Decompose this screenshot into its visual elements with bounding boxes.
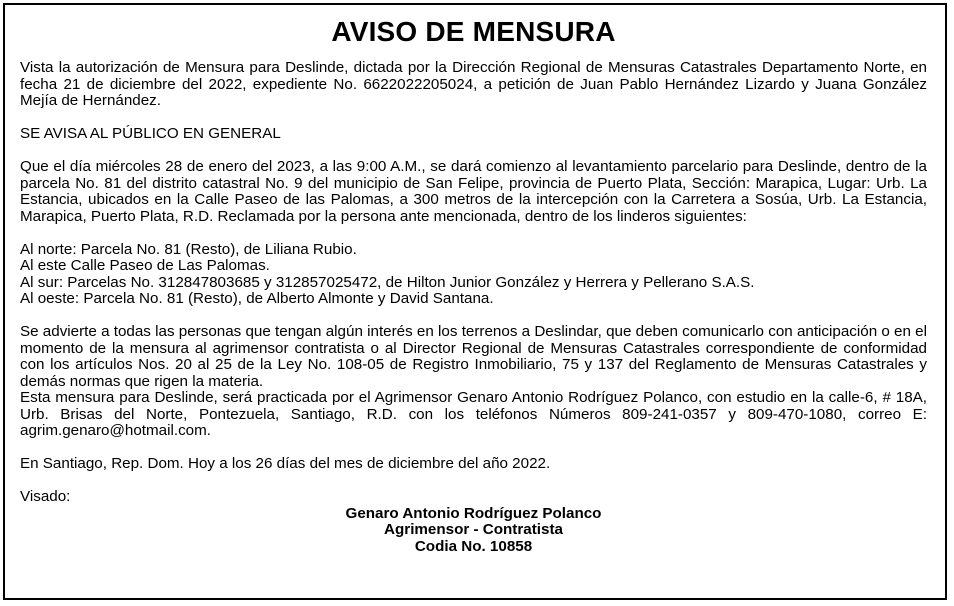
- boundary-south: Al sur: Parcelas No. 312847803685 y 312857025472, de Hilton Junior González y Herrera y Pellerano S.A.S.: [20, 273, 755, 291]
- spacer: [20, 440, 927, 457]
- signature-name: Genaro Antonio Rodríguez Polanco: [345, 504, 602, 522]
- intro-paragraph: Vista la autorización de Mensura para Deslinde, dictada por la Dirección Regional de Mensuras Catastrales Departamento Norte, en fecha 21 de diciembre del 2022, expediente No. 6622022205024, a petición de Juan Pablo Hernández Lizardo y Juana González Mejía de Hernández.: [20, 59, 927, 109]
- boundary-north: Al norte: Parcela No. 81 (Resto), de Liliana Rubio.: [20, 240, 357, 258]
- signature-role: Agrimensor - Contratista: [384, 521, 563, 538]
- spacer: [20, 225, 927, 242]
- announcement-line: SE AVISA AL PÚBLICO EN GENERAL: [20, 125, 281, 142]
- notice-title: AVISO DE MENSURA: [331, 16, 616, 47]
- date-line: En Santiago, Rep. Dom. Hoy a los 26 días del mes de diciembre del año 2022.: [20, 455, 551, 472]
- description-paragraph: Que el día miércoles 28 de enero del 2023, a las 9:00 A.M., se dará comienzo al levantamiento parcelario para Deslinde, dentro de la parcela No. 81 del distrito catastral No. 9 del municipio de San Felipe, provincia de Puerto Plata, Sección: Marapica, Lugar: Urb. La Estancia, ubicados en la Calle Paseo de las Palomas, a 300 metros de la intercepción con la Carretera a Sosúa, Urb. La Estancia, Marapica, Puerto Plata, R.D. Reclamada por la persona ante mencionada, dentro de los linderos siguientes:: [20, 158, 927, 225]
- spacer: [20, 308, 927, 325]
- signature-block: [20, 506, 927, 556]
- spacer: [20, 110, 927, 127]
- boundary-east: Al este Calle Paseo de Las Palomas.: [20, 257, 270, 274]
- spacer: [20, 473, 927, 490]
- boundary-west: Al oeste: Parcela No. 81 (Resto), de Alberto Almonte y David Santana.: [20, 290, 494, 307]
- warning-paragraph: Se advierte a todas las personas que tengan algún interés en los terrenos a Deslindar, que deben comunicarlo con anticipación o en el momento de la mensura al agrimensor contratista o al Director Regional de Mensuras Catastrales correspondiente de conformidad con los artículos Nos. 20 al 25 de la Ley No. 108-05 de Registro Inmobiliario, 75 y 137 del Reglamento de Mensuras Catastrales y demás normas que rigen la materia.: [20, 323, 927, 390]
- notice-content: [20, 15, 927, 555]
- signature-codia: Codia No. 10858: [414, 537, 533, 555]
- spacer: [20, 143, 927, 160]
- practice-paragraph: Esta mensura para Deslinde, será practicada por el Agrimensor Genaro Antonio Rodríguez Polanco, con estudio en la calle-6, # 18A, Urb. Brisas del Norte, Pontezuela, Santiago, R.D. con los teléfonos Números 809-241-0357 y 809-470-1080, correo E: agrim.genaro@hotmail.com.: [20, 389, 927, 439]
- visado-label: Visado:: [20, 488, 71, 505]
- boundaries-list: [20, 242, 927, 308]
